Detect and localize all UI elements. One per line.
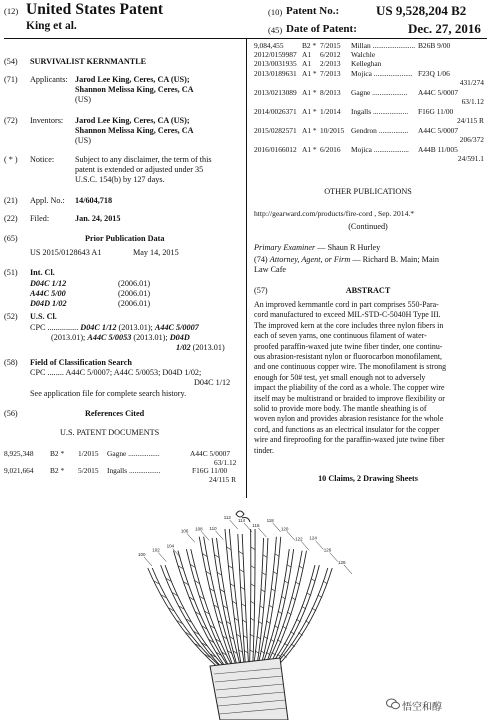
citation-class: B26B 9/00 xyxy=(418,41,451,50)
appl-no-label: Appl. No.: xyxy=(30,196,65,205)
attorney-label: Attorney, Agent, or Firm xyxy=(269,255,351,264)
citation-dots: ................. xyxy=(128,466,161,475)
citation-number: 2016/0166012 xyxy=(254,144,297,154)
citation-number: 8,925,348 xyxy=(4,449,34,458)
cpc-dots: ............... xyxy=(47,323,79,332)
applicant-line-2: Shannon Melissa King, Ceres, CA xyxy=(75,85,194,94)
notice-line-2: patent is extended or adjusted under 35 xyxy=(75,165,204,174)
twist-hatch xyxy=(240,569,244,572)
citation-number: 9,084,455 xyxy=(254,41,284,50)
twist-hatch xyxy=(251,547,255,550)
examiner-label: Primary Examiner xyxy=(254,243,316,252)
citation-subclass: 24/115 R xyxy=(456,115,484,125)
inventor-line-1: Jarod Lee King, Ceres, CA (US); xyxy=(75,116,190,125)
citation-subclass: 63/1.12 xyxy=(214,458,237,467)
primary-examiner xyxy=(254,243,380,253)
strand-line xyxy=(269,551,306,666)
applicant-line-1: Jarod Lee King, Ceres, CA (US); xyxy=(75,75,190,84)
abstract-line: wire and fireproofing for the paraffin-waxed jute twine fiber xyxy=(254,435,445,445)
reference-numeral: 116 xyxy=(252,522,260,528)
cpc-class: A44C 5/0007 xyxy=(154,323,199,332)
cpc-label: CPC xyxy=(30,323,46,332)
citation-class: A44C 5/0007 xyxy=(418,87,459,97)
abstract-line: impact the pliability of the cord as a whole. The copper wire xyxy=(254,383,445,393)
claims-line: 10 Claims, 2 Drawing Sheets xyxy=(318,474,418,483)
cpc-class: D04C 1/12 xyxy=(80,323,117,332)
twist-hatch xyxy=(307,593,311,596)
reference-numeral: 112 xyxy=(223,514,231,520)
citation-kind: A1 xyxy=(302,50,312,60)
cpc-version: (2013.01); xyxy=(118,323,153,332)
twist-hatch xyxy=(227,547,231,550)
citation-kind: B2 * xyxy=(50,466,65,475)
citation-class: F16G 11/00 xyxy=(418,106,454,116)
abstract-heading: ABSTRACT xyxy=(345,286,391,295)
reference-numeral: 128 xyxy=(338,560,346,565)
patent-number: US 9,528,204 B2 xyxy=(376,3,467,18)
reference-numeral: 104 xyxy=(166,543,175,549)
int-cl-class: A44C 5/00 xyxy=(30,289,66,298)
citation-kind: A1 * xyxy=(302,144,317,154)
us-patent-documents-heading: U.S. PATENT DOCUMENTS xyxy=(60,428,160,437)
mantle-sheath xyxy=(210,658,288,720)
citation-date: 5/2015 xyxy=(78,466,99,475)
code-52: (52) xyxy=(4,312,18,321)
date-label: Date of Patent: xyxy=(286,23,357,35)
leader-line xyxy=(201,531,209,540)
citation-kind: B2 * xyxy=(50,449,65,458)
twist-hatch xyxy=(275,554,279,557)
citation-date: 6/2012 xyxy=(320,50,341,60)
abstract-line: tinder. xyxy=(254,445,274,455)
code-72: (72) xyxy=(4,116,18,125)
citation-name: Mojica ..................... xyxy=(351,68,413,78)
inventor-line-3: (US) xyxy=(75,136,91,145)
reference-numeral: 122 xyxy=(295,536,303,542)
twist-hatch xyxy=(311,578,315,581)
twist-hatch xyxy=(261,589,265,592)
patent-title: SURVIVALIST KERNMANTLE xyxy=(30,57,147,66)
citation-class: F16G 11/00 xyxy=(192,466,228,475)
reference-numeral: 102 xyxy=(152,547,160,553)
field-search-note: See application file for complete search history. xyxy=(30,389,187,398)
strand-line xyxy=(250,529,251,666)
reference-numeral: 124 xyxy=(309,535,317,541)
cpc-class: 1/02 xyxy=(176,343,191,352)
watermark-text: 悟空和醇 xyxy=(402,702,442,713)
filed-label: Filed: xyxy=(30,214,50,223)
citation-inventor: Ingalls xyxy=(107,466,128,475)
citation-kind: A1 xyxy=(302,59,312,69)
citation-date: 2/2013 xyxy=(320,59,341,69)
inventor-line-2: Shannon Melissa King, Ceres, CA xyxy=(75,126,194,135)
leader-line xyxy=(301,541,309,550)
citation-number: 2014/0026371 xyxy=(254,106,297,116)
document-type: United States Patent xyxy=(26,1,164,18)
citation-kind: A1 * xyxy=(302,106,317,116)
citation-class: A44B 11/005 xyxy=(418,144,458,154)
int-cl-version: (2006.01) xyxy=(118,289,151,298)
code-51: (51) xyxy=(4,268,18,277)
prior-pub-date: May 14, 2015 xyxy=(133,248,179,257)
citation-kind: A1 * xyxy=(302,87,317,97)
citation-row xyxy=(4,449,34,458)
kernmantle-drawing xyxy=(110,508,400,720)
cpc-line-1 xyxy=(30,323,199,333)
inventors-label: Inventors: xyxy=(30,116,64,125)
notice-line-1: Subject to any disclaimer, the term of this xyxy=(75,155,212,164)
strand-line xyxy=(152,568,219,666)
notice-line-3: U.S.C. 154(b) by 127 days. xyxy=(75,175,165,184)
leader-line xyxy=(344,565,352,574)
field-cpc-classes: ........ A44C 5/0007; A44C 5/0053; D04D 1/02; xyxy=(47,368,202,377)
cpc-version: (2013.01) xyxy=(192,343,225,352)
citation-inventor: Gagne xyxy=(107,449,127,458)
abstract-line: cord manufactured to exceed MIL-STD-C-5040H Type III. xyxy=(254,310,441,320)
cpc-line-3 xyxy=(176,343,225,353)
citation-name: Ingalls ................... xyxy=(351,106,409,116)
twist-hatch xyxy=(295,582,299,585)
strand-line xyxy=(274,568,327,666)
citation-class: F23Q 1/06 xyxy=(418,68,450,78)
inventor-short: King et al. xyxy=(26,20,77,32)
field-cpc-label: CPC xyxy=(30,368,46,377)
attorney-line-1 xyxy=(254,255,439,265)
us-cl-heading: U.S. Cl. xyxy=(30,312,57,321)
abstract-line: proofed paraffin-waxed jute twine fiber tinder, one continu- xyxy=(254,341,443,351)
citation-date: 7/2015 xyxy=(320,41,341,50)
reference-numeral: 120 xyxy=(280,526,289,532)
citation-name xyxy=(107,449,160,458)
leader-line xyxy=(273,523,281,532)
citation-subclass: 24/591.1 xyxy=(457,153,484,163)
leader-line xyxy=(244,523,252,532)
field-search-line-1 xyxy=(30,368,201,378)
citation-kind: B2 * xyxy=(302,41,317,50)
abstract-line: ous abrasion-resistant nylon or fluorocarbon monofilament, xyxy=(254,352,443,361)
references-heading: References Cited xyxy=(85,409,145,418)
appl-no: 14/604,718 xyxy=(75,196,113,205)
code-58: (58) xyxy=(4,358,18,367)
leader-line xyxy=(315,541,323,550)
citation-subclass: 431/274 xyxy=(459,77,484,87)
attorney-name: — Richard B. Main; Main xyxy=(352,255,439,264)
reference-numeral: 118 xyxy=(266,517,274,523)
code-21: (21) xyxy=(4,196,18,205)
citation-name: Gendron ................ xyxy=(351,125,409,135)
wechat-icon xyxy=(386,698,400,710)
citation-dots: ................. xyxy=(128,449,160,458)
citation-name xyxy=(107,466,160,475)
twist-hatch xyxy=(281,596,285,599)
examiner-name: — Shaun R Hurley xyxy=(317,243,381,252)
citation-number: 2013/0189631 xyxy=(254,68,297,78)
citation-class: A44C 5/0007 xyxy=(190,449,231,458)
notice-code: ( * ) xyxy=(4,155,18,164)
leader-line xyxy=(158,553,166,562)
citation-name: Millan ....................... xyxy=(351,41,416,50)
leader-line xyxy=(287,531,295,540)
citation-date: 6/2016 xyxy=(320,144,341,154)
notice-label: Notice: xyxy=(30,155,55,164)
abstract-line: woven nylon and provides abrasion resistance for the whole xyxy=(254,414,444,424)
cpc-version: (2013.01); xyxy=(51,333,86,342)
continued-note: (Continued) xyxy=(348,222,388,231)
patent-no-label: Patent No.: xyxy=(286,5,340,17)
citation-name: Kelleghan xyxy=(351,59,382,69)
other-publications-heading: OTHER PUBLICATIONS xyxy=(324,187,412,196)
applicant-line-3: (US) xyxy=(75,95,91,104)
leader-line xyxy=(330,553,338,562)
reference-numeral: 110 xyxy=(209,525,217,531)
code-45: (45) xyxy=(268,25,283,35)
citation-date: 8/2013 xyxy=(320,87,341,97)
reference-numeral: 106 xyxy=(180,528,189,534)
patent-date: Dec. 27, 2016 xyxy=(408,21,481,36)
int-cl-version: (2006.01) xyxy=(118,279,151,288)
attorney-code: (74) xyxy=(254,255,268,264)
twist-hatch xyxy=(263,555,267,558)
code-22: (22) xyxy=(4,214,18,223)
citation-number: 2013/0031935 xyxy=(254,59,297,69)
citation-name: Mojica ................... xyxy=(351,144,409,154)
citation-subclass: 63/1.12 xyxy=(461,96,484,106)
prior-pub-number: US 2015/0128643 A1 xyxy=(30,248,102,257)
int-cl-class: D04D 1/02 xyxy=(30,299,67,308)
citation-date: 7/2013 xyxy=(320,68,341,78)
citation-number: 9,021,664 xyxy=(4,466,34,475)
twist-hatch xyxy=(273,571,277,574)
twist-hatch xyxy=(299,566,303,569)
attorney-line-2: Law Cafe xyxy=(254,265,287,274)
int-cl-version: (2006.01) xyxy=(118,299,151,308)
twist-hatch xyxy=(271,588,275,591)
abstract-line: An improved kernmantle cord in part comprises 550-Para- xyxy=(254,300,439,309)
leader-line xyxy=(187,533,195,542)
twist-hatch xyxy=(251,566,255,569)
fanning-strands xyxy=(148,529,332,666)
citation-date: 1/2015 xyxy=(78,449,99,458)
field-search-heading: Field of Classification Search xyxy=(30,358,132,367)
twist-hatch xyxy=(251,584,255,587)
code-10: (10) xyxy=(268,7,283,17)
twist-hatch xyxy=(239,551,243,554)
citation-kind: A1 * xyxy=(302,125,317,135)
citation-date: 10/2015 xyxy=(320,125,345,135)
abstract-line: solid to provide more body. The mantle sheathing is of xyxy=(254,404,427,413)
citation-number: 2015/0282571 xyxy=(254,125,297,135)
twist-hatch xyxy=(323,581,327,584)
citation-subclass: 24/115 R xyxy=(209,475,237,484)
code-57: (57) xyxy=(254,286,268,295)
twist-hatch xyxy=(215,555,219,558)
reference-numeral: 126 xyxy=(323,547,332,553)
abstract-line: each of seven yarns, one continuous filament of water- xyxy=(254,331,427,341)
citation-number: 2013/0213089 xyxy=(254,87,297,97)
cpc-line-2 xyxy=(51,333,190,343)
reference-numeral: 100 xyxy=(138,552,146,557)
twist-hatch xyxy=(262,572,266,575)
cpc-class: A44C 5/0053 xyxy=(87,333,132,342)
reference-numeral: 108 xyxy=(195,526,203,532)
twist-hatch xyxy=(287,564,291,567)
twist-hatch xyxy=(318,595,322,598)
citation-date: 1/2014 xyxy=(320,106,341,116)
leader-line xyxy=(230,520,238,529)
citation-name: Gagne ................... xyxy=(351,87,408,97)
other-publication: http://gearward.com/products/fire-cord , Sep. 2014.* xyxy=(254,209,415,218)
int-cl-heading: Int. Cl. xyxy=(30,268,55,277)
cpc-version: (2013.01); xyxy=(133,333,168,342)
code-56: (56) xyxy=(4,409,18,418)
leader-line xyxy=(144,557,152,566)
code-12: (12) xyxy=(4,6,19,16)
twist-hatch xyxy=(291,597,295,600)
abstract-line: and one continuous copper wire. The monofilament is strong xyxy=(254,362,447,372)
code-65: (65) xyxy=(4,234,18,243)
abstract-line: The improved kern at the core includes three nylon fibers in xyxy=(254,320,444,330)
code-54: (54) xyxy=(4,57,18,66)
strand-line xyxy=(148,568,217,666)
int-cl-class: D04C 1/12 xyxy=(30,279,67,288)
field-search-line-2: D04C 1/12 xyxy=(194,378,231,387)
code-71: (71) xyxy=(4,75,18,84)
column-divider xyxy=(246,38,247,498)
abstract-line: itself may be multistrand or braided to improve flexibility or xyxy=(254,393,445,403)
abstract-line: cord, and functions as an electrical insulator for the copper xyxy=(254,424,440,434)
citation-kind: A1 * xyxy=(302,68,317,78)
cpc-class: D04D xyxy=(169,333,190,342)
strand-line xyxy=(216,538,240,666)
applicants-label: Applicants: xyxy=(30,75,68,84)
reference-labels xyxy=(138,515,352,574)
abstract-line: enough for 50# test, yet small enough not to adversely xyxy=(254,372,426,382)
citation-name: Walchle xyxy=(351,50,376,60)
leader-line xyxy=(258,528,266,537)
filed-date: Jan. 24, 2015 xyxy=(75,214,121,223)
prior-pub-heading: Prior Publication Data xyxy=(85,234,165,243)
citation-subclass: 206/372 xyxy=(459,134,484,144)
citation-number: 2012/0159987 xyxy=(254,50,297,60)
twist-hatch xyxy=(284,581,288,584)
citation-class: A44C 5/0007 xyxy=(418,125,459,135)
reference-numeral: 114 xyxy=(238,518,246,523)
